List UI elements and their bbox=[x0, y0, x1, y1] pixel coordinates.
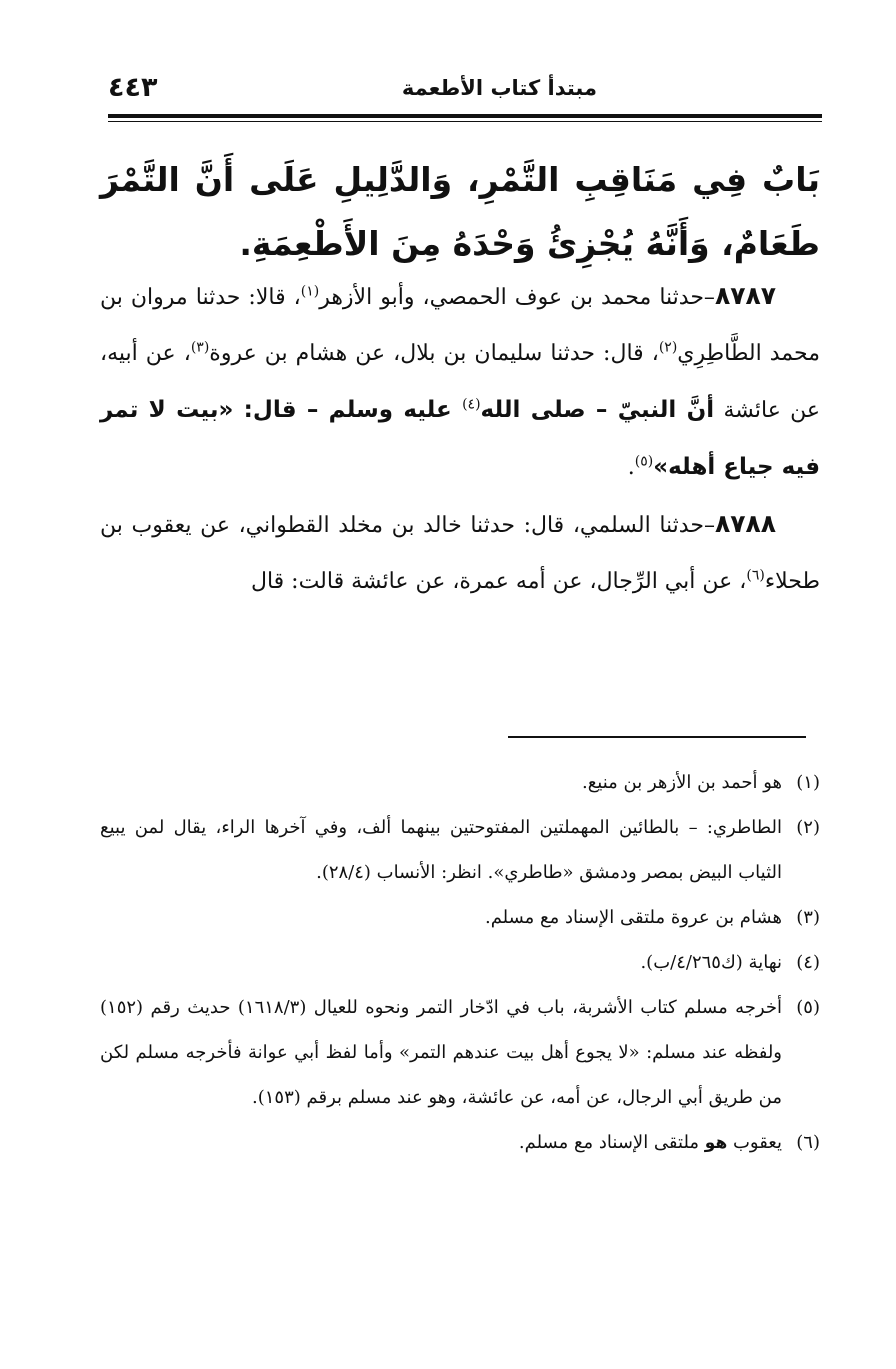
footnote-text: نهاية (ك٤/٢٦٥/ب). bbox=[640, 952, 782, 973]
main-text bbox=[100, 268, 820, 610]
footnote-2 bbox=[100, 805, 820, 895]
footnote-number: (١) bbox=[796, 772, 820, 793]
footnote-text: هشام بن عروة ملتقى الإسناد مع مسلم. bbox=[484, 907, 782, 928]
footnote-ref[interactable]: (٣) bbox=[190, 339, 210, 356]
footnote-4 bbox=[100, 940, 820, 985]
footnote-number: (٣) bbox=[796, 907, 820, 928]
hadith-text: ، عن أبي الرِّجال، عن أمه عمرة، عن عائشة قالت: قال bbox=[250, 569, 747, 594]
footnote-text: أخرجه مسلم كتاب الأشربة، باب في ادّخار التمر ونحوه للعيال (١٦١٨/٣) حديث رقم (١٥٢) ولفظه عند مسلم: «لا يجوع أهل بيت عندهم التمر» وأما لفظ أبي عوانة فأخرجه مسلم لكن من طريق أبي الرجال، عن أمه، عن عائشة، وهو عند مسلم برقم (١٥٣). bbox=[100, 997, 782, 1108]
footnote-number: (٥) bbox=[796, 997, 820, 1018]
footnote-number: (٤) bbox=[796, 952, 820, 973]
footnote-text: الطاطري: – بالطائين المهملتين المفتوحتين بينهما ألف، وفي آخرها الراء، يقال لمن يبيع الثياب البيض بمصر ودمشق «طاطري». انظر: الأنساب (٢٨/٤). bbox=[100, 817, 782, 883]
footnote-text-bold: هو bbox=[704, 1133, 728, 1153]
footnote-ref[interactable]: (٦) bbox=[746, 567, 765, 584]
hadith-text: ، قالا: حدثنا مروان بن محمد الطَّاطِرِي bbox=[100, 285, 821, 366]
running-head-title: مبتدأ كتاب الأطعمة bbox=[401, 76, 597, 100]
footnote-1 bbox=[100, 760, 820, 805]
footnote-separator bbox=[508, 736, 806, 738]
footnote-text: هو أحمد بن الأزهر بن منيع. bbox=[582, 772, 782, 793]
footnote-number: (٦) bbox=[796, 1132, 820, 1153]
hadith-number: ٨٧٨٧ bbox=[714, 281, 776, 310]
running-head bbox=[108, 72, 822, 112]
footnotes bbox=[100, 760, 820, 1166]
hadith-text: –حدثنا السلمي، قال: حدثنا خالد بن مخلد القطواني، عن يعقوب بن طحلاء bbox=[100, 513, 820, 594]
footnote-ref[interactable]: (٤) bbox=[462, 396, 481, 413]
hadith-number: ٨٧٨٨ bbox=[714, 509, 776, 538]
footnote-text: يعقوب bbox=[727, 1132, 782, 1153]
footnote-ref[interactable]: (١) bbox=[300, 283, 320, 300]
footnote-text: ملتقى الإسناد مع مسلم. bbox=[518, 1132, 705, 1153]
footnote-3 bbox=[100, 895, 820, 940]
hadith-text: . bbox=[627, 455, 635, 480]
chapter-heading: بَابٌ فِي مَنَاقِبِ التَّمْرِ، وَالدَّلِيلِ عَلَى أَنَّ التَّمْرَ طَعَامٌ، وَأَنَّهُ يُجْزِئُ وَحْدَهُ مِنَ الأَطْعِمَةِ. bbox=[100, 160, 820, 263]
hadith-8788 bbox=[100, 496, 820, 610]
hadith-matn-quote: «بيت لا تمر فيه جياع أهله» bbox=[100, 397, 820, 480]
hadith-text: –حدثنا محمد بن عوف الحمصي، وأبو الأزهر bbox=[319, 285, 715, 310]
footnote-ref[interactable]: (٥) bbox=[634, 453, 654, 470]
hadith-matn: أنَّ النبيّ – صلى الله bbox=[480, 397, 715, 423]
page-number: ٤٤٣ bbox=[108, 72, 158, 103]
header-rule-thick bbox=[108, 114, 822, 118]
hadith-text: ، عن أبيه، عن عائشة bbox=[100, 341, 820, 423]
hadith-matn: عليه وسلم – قال: bbox=[233, 397, 463, 423]
footnote-5 bbox=[100, 985, 820, 1120]
header-rule-thin bbox=[108, 121, 822, 122]
hadith-8787 bbox=[100, 268, 820, 496]
hadith-text: ، قال: حدثنا سليمان بن بلال، عن هشام بن عروة bbox=[209, 341, 659, 366]
footnote-number: (٢) bbox=[796, 817, 820, 838]
footnote-6 bbox=[100, 1120, 820, 1166]
footnote-ref[interactable]: (٢) bbox=[658, 339, 678, 356]
